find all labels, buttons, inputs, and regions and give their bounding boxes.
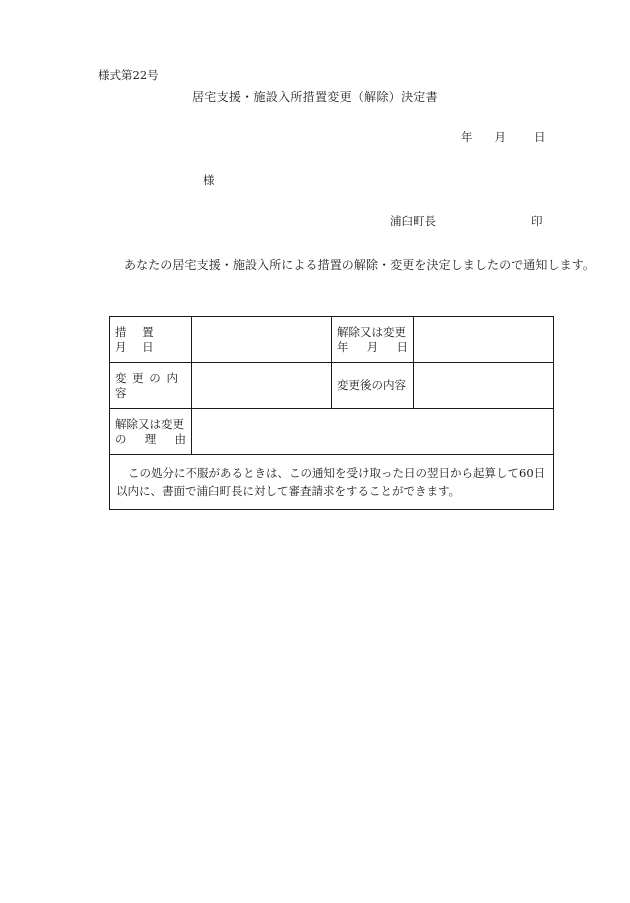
table-row <box>110 455 554 510</box>
release-change-date-label: 解除又は変更 年 月 日 <box>332 317 414 363</box>
release-date-year: 年 <box>337 339 349 354</box>
reason-value <box>192 409 554 455</box>
date-year: 年 <box>461 130 473 144</box>
form-number: 様式第22号 <box>98 68 159 82</box>
table-row <box>110 409 554 455</box>
seal-mark: 印 <box>531 214 543 228</box>
date-line <box>461 132 546 144</box>
content-after-value <box>414 363 554 409</box>
date-day: 日 <box>534 130 546 144</box>
reason-label: 解除又は変更 の 理 由 <box>110 409 192 455</box>
measure-date-label: 措 置 月 日 <box>110 317 192 363</box>
content-before-label: 変 更 の 内 容 <box>110 363 192 409</box>
addressee-honorific: 様 <box>203 173 215 187</box>
notice-text: あなたの居宅支援・施設入所による措置の解除・変更を決定しましたので通知します。 <box>124 258 595 272</box>
table-row <box>110 363 554 409</box>
measure-date-value <box>192 317 332 363</box>
issuer-name: 浦臼町長 <box>390 214 436 228</box>
table-row <box>110 317 554 363</box>
appeal-note: この処分に不服があるときは、この通知を受け取った日の翌日から起算して60日 以内に、書面で浦臼町長に対して審査請求をすることができます。 <box>110 455 554 510</box>
decision-table <box>109 316 554 510</box>
release-date-day: 日 <box>396 339 408 354</box>
release-change-date-value <box>414 317 554 363</box>
content-before-value <box>192 363 332 409</box>
content-after-label: 変更後の内容 <box>332 363 414 409</box>
date-month: 月 <box>494 130 506 144</box>
release-date-month: 月 <box>366 339 379 354</box>
document-title: 居宅支援・施設入所措置変更（解除）決定書 <box>191 90 438 104</box>
